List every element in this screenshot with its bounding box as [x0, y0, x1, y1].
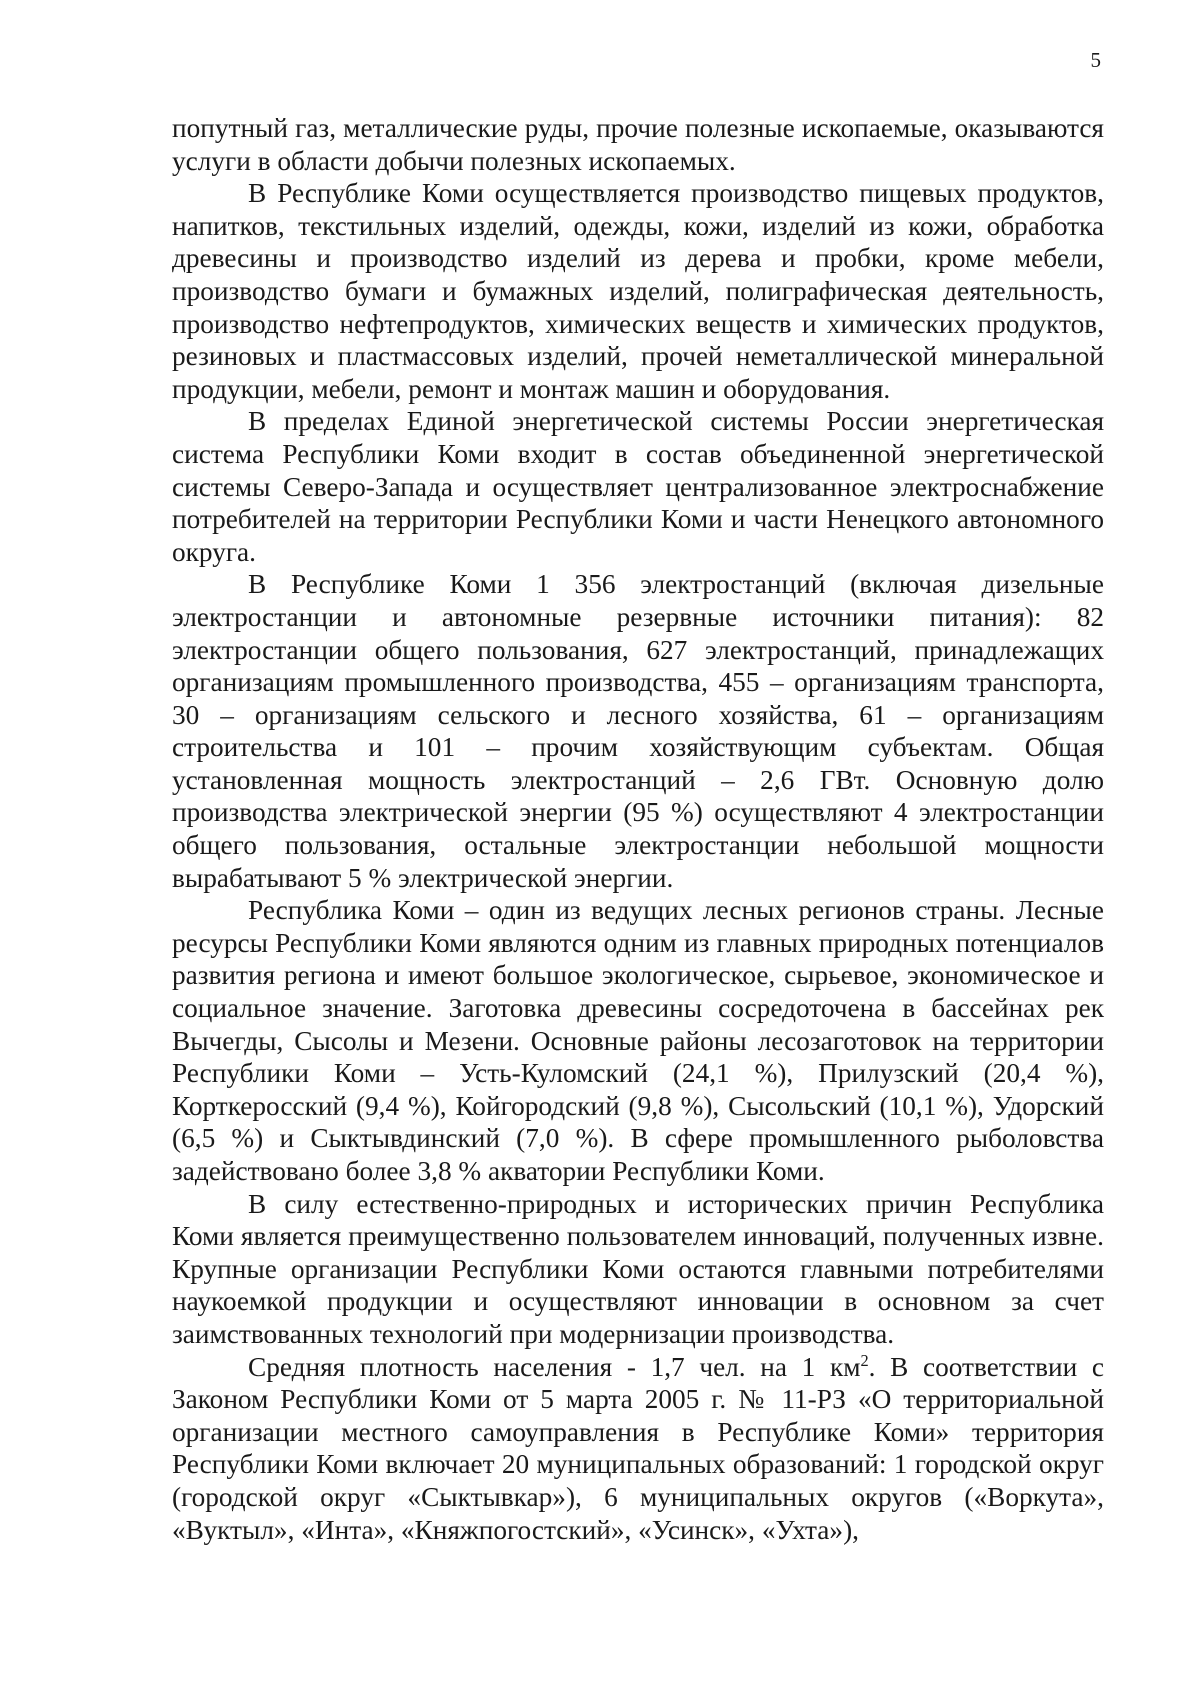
paragraph-innovation: В силу естественно-природных и исторических причин Республика Коми является преимущественно пользователем инноваций, полученных извне. Крупные организации Республики Коми остаются главными потребителями наукоемкой продукции и осуществляют инновации в основном за счет заимствованных технологий при модернизации производства.: [172, 1188, 1104, 1349]
paragraph-continuation: попутный газ, металлические руды, прочие полезные ископаемые, оказываются услуги в области добычи полезных ископаемых.: [172, 113, 1104, 176]
body-text: [172, 112, 1104, 1546]
paragraph-production: В Республике Коми осуществляется производство пищевых продуктов, напитков, текстильных изделий, одежды, кожи, изделий из кожи, обработка древесины и производство изделий из дерева и пробки, кроме мебели, производство бумаги и бумажных изделий, полиграфическая деятельность, производство нефтепродуктов, химических веществ и химических продуктов, резиновых и пластмассовых изделий, прочей неметаллической минеральной продукции, мебели, ремонт и монтаж машин и оборудования.: [172, 178, 1104, 404]
paragraph-forestry: Республика Коми – один из ведущих лесных регионов страны. Лесные ресурсы Республики Коми являются одним из главных природных потенциалов развития региона и имеют большое экологическое, сырьевое, экономическое и социальное значение. Заготовка древесины сосредоточена в бассейнах рек Вычегды, Сысолы и Мезени. Основные районы лесозаготовок на территории Республики Коми – Усть-Куломский (24,1 %), Прилузский (20,4 %), Корткеросский (9,4 %), Койгородский (9,8 %), Сысольский (10,1 %), Удорский (6,5 %) и Сыктывдинский (7,0 %). В сфере промышленного рыболовства задействовано более 3,8 % акватории Республики Коми.: [172, 895, 1104, 1186]
density-text-end: . В соответствии с Законом Республики Коми от 5 марта 2005 г. № 11-РЗ «О территориальной организации местного самоуправления в Республике Коми» территория Республики Коми включает 20 муниципальных образований: 1 городской округ (городской округ «Сыктывкар»), 6 муниципальных округов («Воркута», «Вуктыл», «Инта», «Княжпогостский», «Усинск», «Ухта»),: [172, 1351, 1104, 1545]
paragraph-energy-system: В пределах Единой энергетической системы России энергетическая система Республики Коми входит в состав объединенной энергетической системы Северо-Запада и осуществляет централизованное электроснабжение потребителей на территории Республики Коми и части Ненецкого автономного округа.: [172, 406, 1104, 567]
paragraph-power-stations: В Республике Коми 1 356 электростанций (включая дизельные электростанции и автономные резервные источники питания): 82 электростанции общего пользования, 627 электростанций, принадлежащих организациям промышленного производства, 455 – организациям транспорта, 30 – организациям сельского и лесного хозяйства, 61 – организациям строительства и 101 – прочим хозяйствующим субъектам. Общая установленная мощность электростанций – 2,6 ГВт. Основную долю производства электрической энергии (95 %) осуществляют 4 электростанции общего пользования, остальные электростанции небольшой мощности вырабатывают 5 % электрической энергии.: [172, 569, 1104, 893]
density-superscript: 2: [860, 1350, 869, 1370]
paragraph-population-density: [172, 1351, 1104, 1547]
density-text-start: Средняя плотность населения - 1,7 чел. на 1 км: [248, 1351, 861, 1382]
page-number: 5: [1090, 48, 1101, 72]
